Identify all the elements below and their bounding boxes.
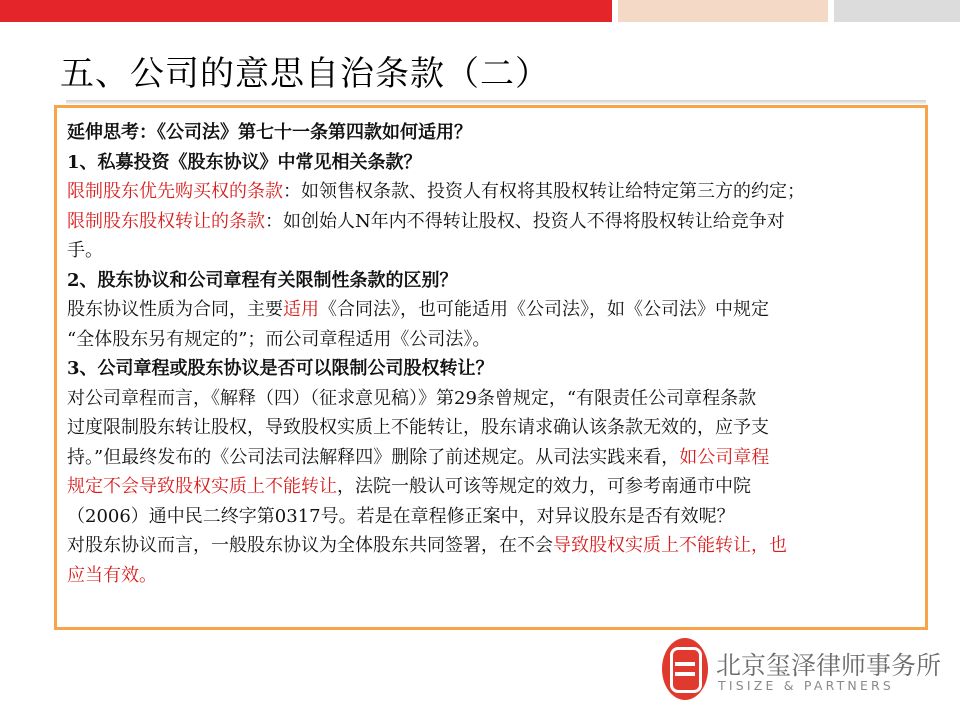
- firm-logo-seal: [662, 638, 708, 700]
- content-line: [67, 354, 925, 384]
- content-line: [67, 384, 925, 414]
- highlight-text: 限制股东优先购买权的条款: [67, 181, 283, 202]
- content-line: [67, 148, 925, 178]
- top-bar-pink: [618, 0, 828, 22]
- highlight-text: 规定不会导致股权实质上不能转让: [67, 476, 337, 497]
- body-text: “全体股东另有规定的”；而公司章程适用《公司法》。: [67, 328, 491, 350]
- body-text: 《合同法》，也可能适用《公司法》，如《公司法》中规定: [319, 299, 769, 320]
- body-text: 过度限制股东转让股权，导致股权实质上不能转让，股东请求确认该条款无效的，应予支: [67, 417, 769, 438]
- question-heading: 延伸思考：《公司法》第七十一条第四款如何适用？: [67, 122, 472, 143]
- slide-title: 五、公司的意思自治条款（二）: [60, 54, 550, 94]
- firm-name-cn: 北京玺泽律师事务所: [716, 651, 942, 680]
- body-text: 对股东协议而言，一般股东协议为全体股东共同签署，在不会: [67, 535, 553, 556]
- content-line: [67, 502, 925, 532]
- highlight-text: 限制股东股权转让的条款: [67, 210, 265, 232]
- content-line: [67, 472, 925, 502]
- top-bar-gray: [834, 0, 960, 22]
- question-heading: 2、股东协议和公司章程有关限制性条款的区别？: [67, 269, 458, 291]
- highlight-text: 适用: [283, 299, 319, 320]
- body-text: 手。: [67, 240, 103, 261]
- title-underline: [66, 100, 926, 104]
- content-line: [67, 531, 925, 561]
- content-line: [67, 118, 925, 148]
- content-line: [67, 177, 925, 207]
- body-text: 持。”但最终发布的《公司法司法解释四》删除了前述规定。从司法实践来看，: [67, 446, 680, 468]
- question-heading: 1、私募投资《股东协议》中常见相关条款？: [67, 151, 422, 173]
- body-text: ：如领售权条款、投资人有权将其股权转让给特定第三方的约定；: [283, 181, 805, 202]
- body-text: 对公司章程而言，《解释（四）（征求意见稿）》第29条曾规定，“有限责任公司章程条款: [67, 387, 757, 409]
- body-text: ，法院一般认可该等规定的效力，可参考南通市中院: [337, 476, 751, 497]
- highlight-text: 导致股权实质上不能转让，也: [553, 535, 787, 556]
- body-text: 股东协议性质为合同，主要: [67, 299, 283, 320]
- top-bar-red: [0, 0, 612, 22]
- content-line: [67, 413, 925, 443]
- content-line: [67, 443, 925, 473]
- highlight-text: 如公司章程: [679, 446, 770, 468]
- content-line: [67, 295, 925, 325]
- firm-name-en: TISIZE & PARTNERS: [718, 678, 895, 693]
- content-line: [67, 207, 925, 237]
- highlight-text: 应当有效。: [67, 564, 157, 586]
- body-text: （2006）通中民二终字第0317号。若是在章程修正案中，对异议股东是否有效呢？: [67, 505, 735, 527]
- content-line: [67, 325, 925, 355]
- content-line: [67, 236, 925, 266]
- content-line: [67, 561, 925, 591]
- body-text: ：如创始人N年内不得转让股权、投资人不得将股权转让给竞争对: [265, 210, 785, 232]
- content-line: [67, 266, 925, 296]
- question-heading: 3、公司章程或股东协议是否可以限制公司股权转让？: [67, 358, 494, 379]
- content-box: [54, 105, 928, 630]
